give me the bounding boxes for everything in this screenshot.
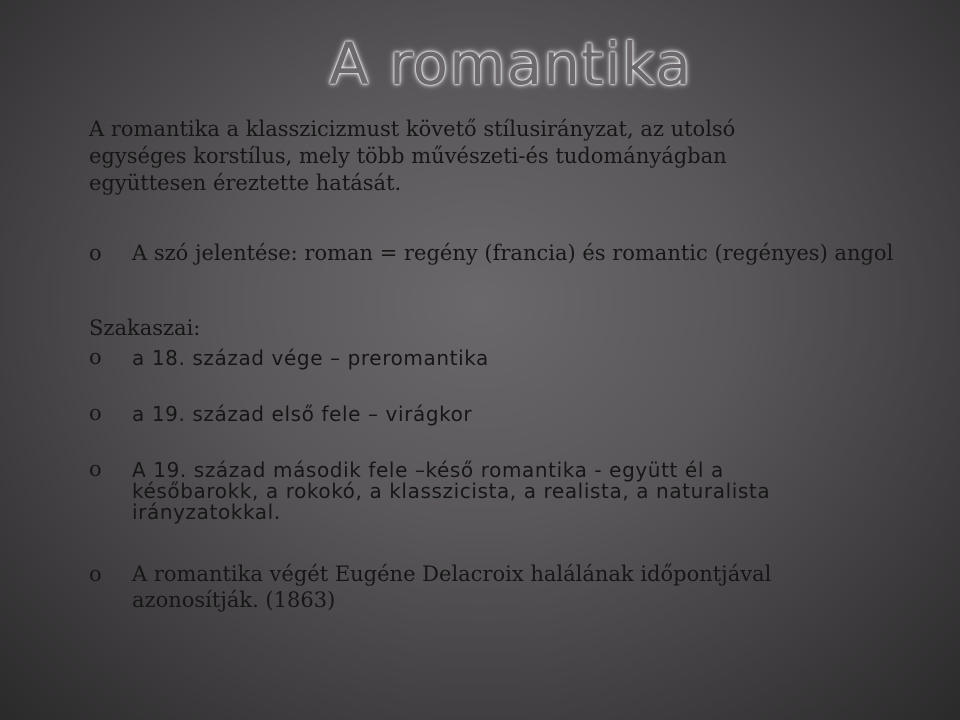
end-note: A romantika végét Eugéne Delacroix halálának időpontjával azonosítják. (1863): [132, 562, 772, 612]
meaning-text: A szó jelentése: roman = regény (francia) és romantic (regényes) angol: [132, 241, 894, 265]
period-item: a 19. század első fele – virágkor: [132, 402, 473, 426]
bullet-marker: o: [89, 562, 102, 586]
bullet-marker: o: [89, 241, 102, 265]
periods-heading: Szakaszai:: [89, 316, 201, 340]
period-item: A 19. század második fele –késő romantika - együtt él a későbarokk, a rokokó, a klasszicista, a realista, a naturalista irányzatokkal.: [132, 458, 771, 524]
bullet-marker: o: [89, 457, 102, 481]
slide-title: A romantika: [329, 30, 692, 98]
intro-paragraph: A romantika a klasszicizmust követő stílusirányzat, az utolsó egységes korstílus, mely több művészeti-és tudományágban együttesen éreztette hatását.: [89, 117, 736, 195]
bullet-marker: o: [89, 401, 102, 425]
bullet-marker: o: [89, 345, 102, 369]
period-item: a 18. század vége – preromantika: [132, 346, 489, 370]
